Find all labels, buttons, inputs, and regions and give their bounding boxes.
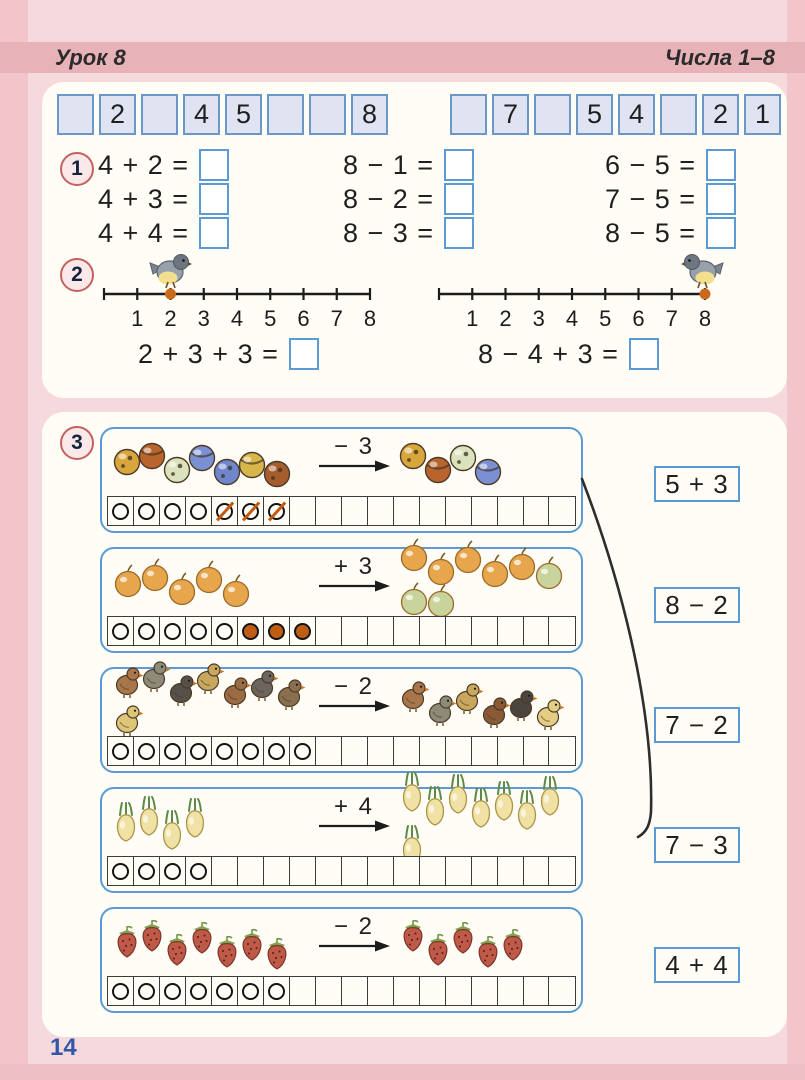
counter-circle	[294, 623, 311, 640]
counter-cell[interactable]	[159, 496, 186, 526]
counter-cell[interactable]	[445, 496, 472, 526]
counter-circle	[138, 623, 155, 640]
equation-text: 8 − 4 + 3 =	[478, 338, 619, 369]
number-sequence-right	[450, 94, 781, 135]
counter-cell[interactable]	[289, 496, 316, 526]
counter-circle	[216, 743, 233, 760]
counter-cell[interactable]	[445, 856, 472, 886]
counter-cell[interactable]	[419, 856, 446, 886]
svg-text:3: 3	[197, 306, 210, 331]
counter-circle	[242, 623, 259, 640]
counter-cell[interactable]	[471, 976, 498, 1006]
counter-cell[interactable]	[133, 496, 160, 526]
svg-text:8: 8	[698, 306, 711, 331]
counter-cell[interactable]	[393, 496, 420, 526]
counter-cell[interactable]	[497, 976, 524, 1006]
operation-label: + 4	[333, 793, 375, 820]
svg-text:6: 6	[632, 306, 645, 331]
onions-icon	[536, 775, 564, 822]
apples-icon	[220, 574, 252, 614]
counter-cell[interactable]	[367, 736, 394, 766]
counter-cell[interactable]	[263, 496, 290, 526]
counter-cell[interactable]	[548, 736, 575, 766]
equation-text: 7 − 5 =	[605, 183, 697, 214]
counter-circle	[112, 863, 129, 880]
answer-option[interactable]: 8 − 2	[654, 587, 740, 623]
counter-cell[interactable]	[315, 496, 342, 526]
svg-text:1: 1	[131, 306, 144, 331]
exercise-2-number: 2	[60, 258, 94, 292]
counter-cell[interactable]	[341, 736, 368, 766]
counter-cell[interactable]	[159, 976, 186, 1006]
operation-label: + 3	[333, 553, 375, 580]
counter-cell[interactable]	[315, 856, 342, 886]
number-line-left	[100, 278, 376, 339]
counter-cell[interactable]	[185, 976, 212, 1006]
sequence-box: 8	[351, 94, 388, 135]
svg-text:2: 2	[499, 306, 512, 331]
sequence-box: 5	[576, 94, 613, 135]
counter-circle	[216, 983, 233, 1000]
equation-text: 8 − 2 =	[343, 183, 435, 214]
equation-text: 4 + 3 =	[98, 183, 190, 214]
exercise-3-row-strawberries	[100, 907, 583, 1013]
counter-cell[interactable]	[263, 616, 290, 646]
counter-cell[interactable]	[107, 496, 134, 526]
counter-cell[interactable]	[445, 616, 472, 646]
counter-circle	[138, 743, 155, 760]
counter-cell[interactable]	[341, 856, 368, 886]
svg-text:1: 1	[466, 306, 479, 331]
counter-cell[interactable]	[133, 856, 160, 886]
counter-cell[interactable]	[497, 496, 524, 526]
counter-circle	[164, 503, 181, 520]
items-before	[112, 434, 310, 498]
answer-box[interactable]	[444, 217, 474, 249]
arrow-icon	[317, 938, 391, 954]
counter-cell[interactable]	[445, 976, 472, 1006]
counter-cell[interactable]	[263, 976, 290, 1006]
equation	[98, 216, 343, 250]
counter-cell[interactable]	[185, 616, 212, 646]
counter-strip	[107, 976, 576, 1006]
counter-cell[interactable]	[393, 736, 420, 766]
counter-circle	[268, 983, 285, 1000]
equation-text: 4 + 4 =	[98, 217, 190, 248]
answer-box[interactable]	[289, 338, 319, 370]
counter-circle	[190, 983, 207, 1000]
topic-title: Числа 1–8	[665, 45, 775, 70]
svg-text:7: 7	[330, 306, 343, 331]
counter-circle	[138, 983, 155, 1000]
operation-label: − 2	[333, 673, 375, 700]
items-after	[398, 794, 580, 858]
counter-cell[interactable]	[419, 496, 446, 526]
sequence-box: 2	[99, 94, 136, 135]
counter-cell[interactable]	[211, 856, 238, 886]
answer-box[interactable]	[444, 149, 474, 181]
sequence-box: 2	[702, 94, 739, 135]
counter-cell[interactable]	[185, 856, 212, 886]
sequence-box[interactable]	[267, 94, 304, 135]
bird-icon	[681, 250, 725, 290]
counter-cell[interactable]	[107, 736, 134, 766]
counter-cell[interactable]	[548, 616, 575, 646]
counter-cell[interactable]	[159, 856, 186, 886]
counter-cell[interactable]	[341, 496, 368, 526]
equation	[98, 148, 343, 182]
counter-circle	[190, 863, 207, 880]
svg-text:4: 4	[230, 306, 244, 331]
sequence-box: 1	[744, 94, 781, 135]
equation-text: 8 − 5 =	[605, 217, 697, 248]
sequence-box[interactable]	[450, 94, 487, 135]
equation	[605, 148, 787, 182]
exercise-1-number: 1	[60, 152, 94, 186]
equation-text: 4 + 2 =	[98, 149, 190, 180]
answer-option[interactable]: 4 + 4	[654, 947, 740, 983]
arrow-icon	[317, 698, 391, 714]
counter-circle	[242, 503, 259, 520]
answer-box[interactable]	[444, 183, 474, 215]
counter-cell[interactable]	[289, 616, 316, 646]
counter-cell[interactable]	[289, 856, 316, 886]
counter-circle	[112, 503, 129, 520]
counter-cell[interactable]	[419, 736, 446, 766]
birds-icon	[533, 696, 565, 736]
counter-cell[interactable]	[237, 976, 264, 1006]
counter-circle	[138, 863, 155, 880]
counter-circle	[112, 623, 129, 640]
counter-cell[interactable]	[315, 976, 342, 1006]
apples-icon	[533, 556, 565, 596]
counter-cell[interactable]	[523, 496, 550, 526]
counter-cell[interactable]	[548, 496, 575, 526]
counter-cell[interactable]	[367, 976, 394, 1006]
counter-circle	[164, 743, 181, 760]
items-before	[112, 554, 310, 618]
sequence-box: 7	[492, 94, 529, 135]
arrow-icon	[317, 818, 391, 834]
counter-cell[interactable]	[315, 736, 342, 766]
counter-cell[interactable]	[185, 496, 212, 526]
counter-cell[interactable]	[133, 736, 160, 766]
answer-box[interactable]	[706, 149, 736, 181]
counter-cell[interactable]	[393, 856, 420, 886]
balls-icon	[473, 456, 503, 493]
svg-text:5: 5	[264, 306, 277, 331]
exercise-2-equation	[478, 338, 659, 370]
equation	[343, 216, 605, 250]
answer-box[interactable]	[706, 183, 736, 215]
counter-circle	[216, 623, 233, 640]
svg-text:7: 7	[665, 306, 678, 331]
counter-cell[interactable]	[393, 976, 420, 1006]
counter-cell[interactable]	[211, 976, 238, 1006]
counter-cell[interactable]	[289, 976, 316, 1006]
birds-icon	[274, 676, 306, 716]
counter-circle	[294, 743, 311, 760]
counter-strip	[107, 856, 576, 886]
counter-cell[interactable]	[263, 856, 290, 886]
operation-arrow	[314, 553, 394, 599]
items-after	[398, 554, 580, 618]
counter-cell[interactable]	[289, 736, 316, 766]
answer-option[interactable]: 7 − 3	[654, 827, 740, 863]
counter-cell[interactable]	[497, 616, 524, 646]
counter-cell[interactable]	[237, 736, 264, 766]
strawberries-icon	[498, 928, 528, 967]
sequence-box: 4	[618, 94, 655, 135]
counter-cell[interactable]	[107, 856, 134, 886]
svg-text:3: 3	[532, 306, 545, 331]
sequence-box: 4	[183, 94, 220, 135]
answer-box[interactable]	[199, 149, 229, 181]
arrow-icon	[317, 458, 391, 474]
equation	[605, 182, 787, 216]
counter-circle	[242, 983, 259, 1000]
counter-cell[interactable]	[133, 976, 160, 1006]
lesson-title: Урок 8	[55, 45, 126, 70]
balls-icon	[262, 458, 292, 495]
counter-cell[interactable]	[419, 976, 446, 1006]
counter-cell[interactable]	[523, 976, 550, 1006]
exercise-1-equations	[98, 148, 787, 250]
counter-cell[interactable]	[497, 736, 524, 766]
counter-cell[interactable]	[107, 616, 134, 646]
equation	[605, 216, 787, 250]
exercise-3-row-birds	[100, 667, 583, 773]
sequence-box[interactable]	[309, 94, 346, 135]
answer-box[interactable]	[199, 217, 229, 249]
counter-cell[interactable]	[471, 856, 498, 886]
counter-cell[interactable]	[185, 736, 212, 766]
equation-text: 8 − 1 =	[343, 149, 435, 180]
items-after	[398, 914, 580, 978]
counter-cell[interactable]	[263, 736, 290, 766]
sequence-box[interactable]	[534, 94, 571, 135]
counter-strip	[107, 736, 576, 766]
page-number: 14	[50, 1034, 77, 1061]
operation-arrow	[314, 913, 394, 959]
counter-cell[interactable]	[237, 616, 264, 646]
counter-circle	[268, 743, 285, 760]
operation-arrow	[314, 433, 394, 479]
svg-text:4: 4	[565, 306, 579, 331]
sequence-box[interactable]	[141, 94, 178, 135]
equation	[343, 182, 605, 216]
counter-cell[interactable]	[159, 736, 186, 766]
counter-cell[interactable]	[419, 616, 446, 646]
exercise-3-card	[42, 412, 787, 1037]
counter-cell[interactable]	[211, 616, 238, 646]
exercise-2-equation	[138, 338, 319, 370]
equation-text: 2 + 3 + 3 =	[138, 338, 279, 369]
sequence-box[interactable]	[660, 94, 697, 135]
exercises-1-2-card	[42, 82, 787, 398]
answer-box[interactable]	[199, 183, 229, 215]
counter-cell[interactable]	[315, 616, 342, 646]
counter-cell[interactable]	[548, 856, 575, 886]
counter-cell[interactable]	[523, 616, 550, 646]
items-before	[112, 674, 310, 738]
right-margin	[787, 0, 805, 1080]
counter-circle	[242, 743, 259, 760]
counter-circle	[190, 743, 207, 760]
number-line-right	[435, 278, 711, 339]
counter-cell[interactable]	[523, 856, 550, 886]
strawberries-icon	[262, 937, 292, 976]
equation-text: 6 − 5 =	[605, 149, 697, 180]
counter-strip	[107, 616, 576, 646]
operation-label: − 2	[333, 913, 375, 940]
counter-circle	[190, 503, 207, 520]
bottom-margin	[0, 1064, 805, 1080]
svg-text:2: 2	[164, 306, 177, 331]
exercise-3-number: 3	[60, 426, 94, 460]
counter-cell[interactable]	[237, 856, 264, 886]
counter-circle	[138, 503, 155, 520]
answer-box[interactable]	[706, 217, 736, 249]
counter-cell[interactable]	[341, 976, 368, 1006]
items-before	[112, 794, 310, 858]
items-after	[398, 674, 580, 738]
counter-cell[interactable]	[211, 496, 238, 526]
number-sequence-left	[57, 94, 388, 135]
sequence-box[interactable]	[57, 94, 94, 135]
svg-text:6: 6	[297, 306, 310, 331]
answer-box[interactable]	[629, 338, 659, 370]
counter-cell[interactable]	[471, 736, 498, 766]
counter-cell[interactable]	[367, 496, 394, 526]
counter-cell[interactable]	[523, 736, 550, 766]
counter-cell[interactable]	[471, 496, 498, 526]
counter-circle	[164, 983, 181, 1000]
left-margin	[0, 0, 28, 1080]
bird-icon	[148, 250, 192, 290]
counter-cell[interactable]	[237, 496, 264, 526]
counter-cell[interactable]	[211, 736, 238, 766]
counter-circle	[190, 623, 207, 640]
answer-option[interactable]: 7 − 2	[654, 707, 740, 743]
equation-text: 8 − 3 =	[343, 217, 435, 248]
counter-cell[interactable]	[471, 616, 498, 646]
arrow-icon	[317, 578, 391, 594]
counter-cell[interactable]	[341, 616, 368, 646]
exercise-3-row-apples	[100, 547, 583, 653]
counter-strip	[107, 496, 576, 526]
counter-cell[interactable]	[367, 856, 394, 886]
counter-circle	[268, 503, 285, 520]
counter-circle	[112, 983, 129, 1000]
svg-text:8: 8	[363, 306, 376, 331]
counter-circle	[268, 623, 285, 640]
operation-arrow	[314, 793, 394, 839]
counter-cell[interactable]	[107, 976, 134, 1006]
counter-circle	[164, 863, 181, 880]
items-before	[112, 914, 310, 978]
counter-circle	[164, 623, 181, 640]
counter-cell[interactable]	[133, 616, 160, 646]
counter-cell[interactable]	[445, 736, 472, 766]
operation-arrow	[314, 673, 394, 719]
exercise-3-row-balls	[100, 427, 583, 533]
counter-circle	[216, 503, 233, 520]
equation	[98, 182, 343, 216]
operation-label: − 3	[333, 433, 375, 460]
items-after	[398, 434, 580, 498]
answer-option[interactable]: 5 + 3	[654, 466, 740, 502]
onions-icon	[181, 797, 209, 844]
counter-cell[interactable]	[367, 616, 394, 646]
counter-cell[interactable]	[497, 856, 524, 886]
sequence-box: 5	[225, 94, 262, 135]
equation	[343, 148, 605, 182]
counter-circle	[112, 743, 129, 760]
exercise-3-row-onions	[100, 787, 583, 893]
counter-cell[interactable]	[548, 976, 575, 1006]
svg-text:5: 5	[599, 306, 612, 331]
counter-cell[interactable]	[393, 616, 420, 646]
counter-cell[interactable]	[159, 616, 186, 646]
